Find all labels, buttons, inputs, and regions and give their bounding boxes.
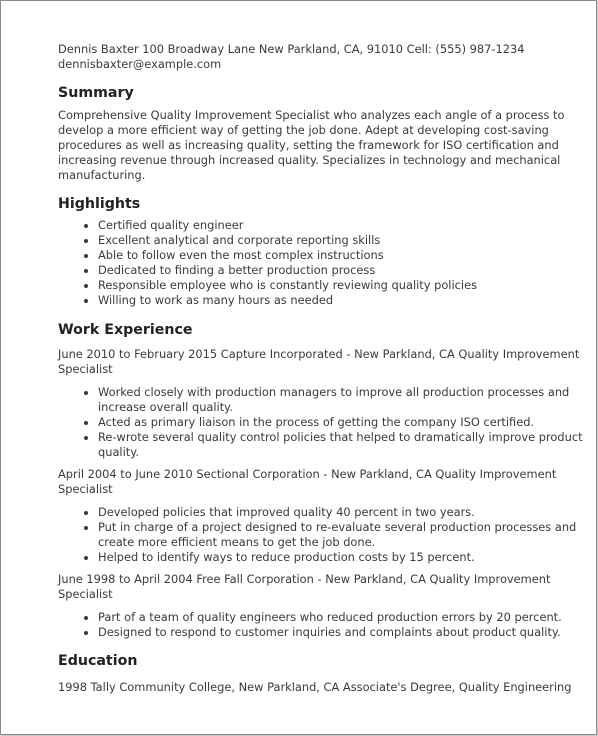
job-bullets	[58, 385, 586, 460]
job-bullet: Acted as primary liaison in the process of getting the company ISO certified.	[98, 415, 586, 430]
summary-heading: Summary	[58, 85, 134, 101]
highlight-item: Able to follow even the most complex instructions	[98, 248, 586, 263]
job-bullet: Developed policies that improved quality 40 percent in two years.	[98, 505, 586, 520]
highlights-list	[58, 218, 586, 308]
job-header: June 1998 to April 2004 Free Fall Corporation - New Parkland, CA Quality Improvement Specialist	[58, 572, 551, 601]
job-bullets	[58, 610, 586, 640]
education-heading: Education	[58, 653, 138, 669]
highlight-item: Certified quality engineer	[98, 218, 586, 233]
job-bullet: Part of a team of quality engineers who reduced production errors by 20 percent.	[98, 610, 586, 625]
job-bullet: Worked closely with production managers to improve all production processes and increase overall quality.	[98, 385, 586, 415]
job-bullet: Re-wrote several quality control policies that helped to dramatically improve product quality.	[98, 430, 586, 460]
work-experience-heading: Work Experience	[58, 322, 193, 338]
job-bullet: Designed to respond to customer inquiries and complaints about product quality.	[98, 625, 586, 640]
highlight-item: Responsible employee who is constantly reviewing quality policies	[98, 278, 586, 293]
highlight-item: Excellent analytical and corporate reporting skills	[98, 233, 586, 248]
job-bullet: Helped to identify ways to reduce production costs by 15 percent.	[98, 550, 586, 565]
contact-email: dennisbaxter@example.com	[58, 57, 222, 71]
highlight-item: Dedicated to finding a better production process	[98, 263, 586, 278]
contact-line: Dennis Baxter 100 Broadway Lane New Parkland, CA, 91010 Cell: (555) 987-1234	[58, 42, 525, 56]
job-bullets	[58, 505, 586, 565]
contact-block	[58, 42, 586, 72]
education-entry: 1998 Tally Community College, New Parkland, CA Associate's Degree, Quality Engineering	[58, 680, 572, 694]
highlight-item: Willing to work as many hours as needed	[98, 293, 586, 308]
job-header: June 2010 to February 2015 Capture Incorporated - New Parkland, CA Quality Improvement Specialist	[58, 347, 580, 376]
job-header: April 2004 to June 2010 Sectional Corporation - New Parkland, CA Quality Improvement Specialist	[58, 467, 557, 496]
job-bullet: Put in charge of a project designed to re-evaluate several production processes and create more efficient means to get the job done.	[98, 520, 586, 550]
highlights-heading: Highlights	[58, 196, 141, 212]
summary-text: Comprehensive Quality Improvement Specialist who analyzes each angle of a process to develop a more efficient way of getting the job done. Adept at developing cost-saving procedures as well as increasing quality, setting the framework for ISO certification and increasing revenue through increased quality. Specializes in technology and mechanical manufacturing.	[58, 108, 565, 182]
